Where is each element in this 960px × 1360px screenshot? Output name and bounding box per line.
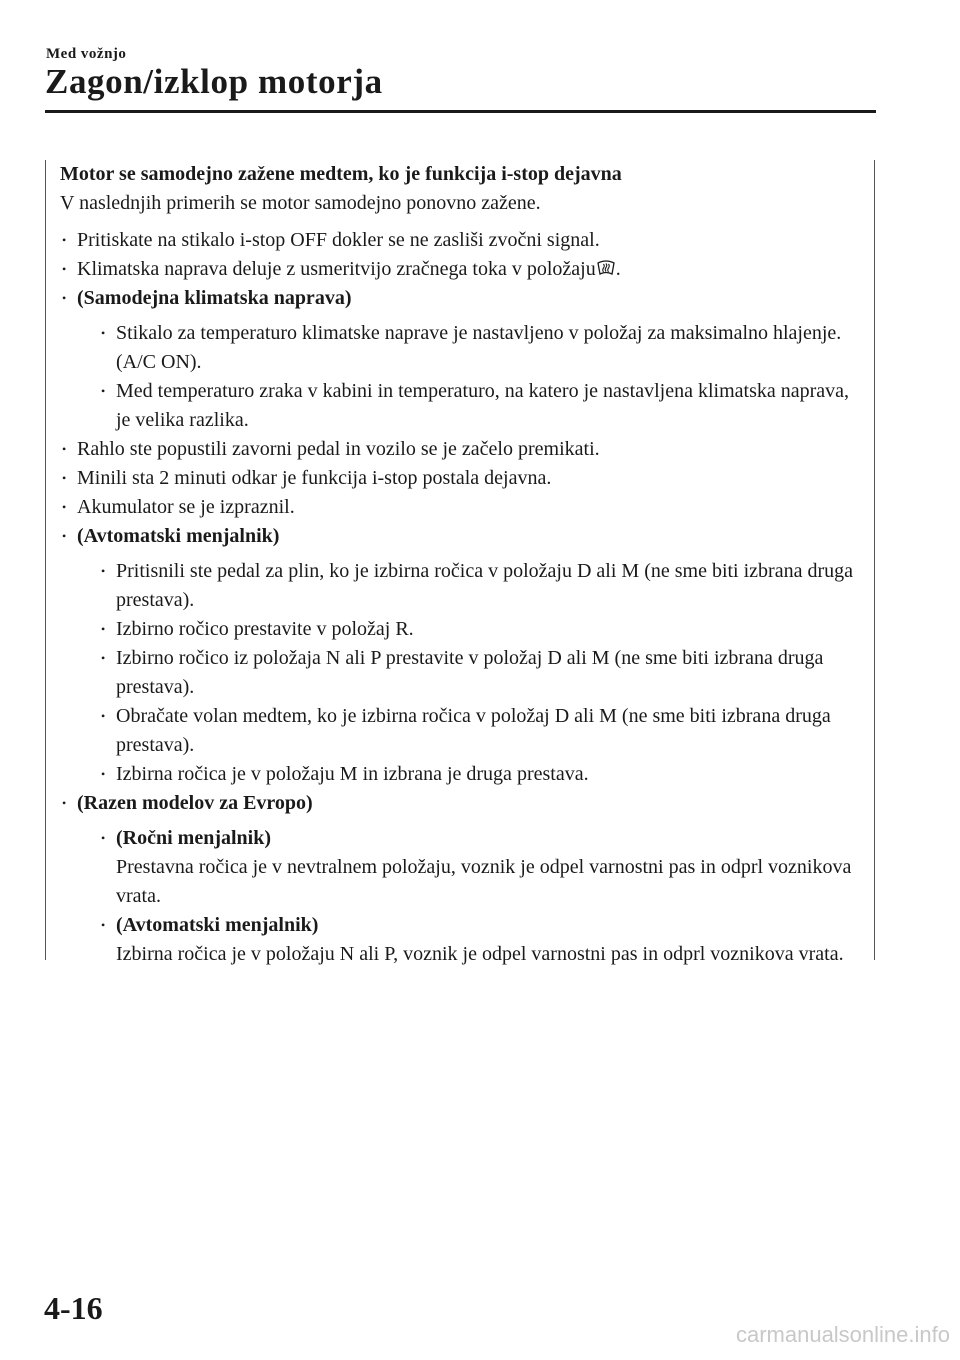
- sub-list: [77, 824, 860, 969]
- condition-list: [60, 226, 860, 969]
- sub-list-item: • Izbirno ročico iz položaja N ali P prestavite v položaj D ali M (ne sme biti izbrana druga prestava).: [99, 644, 860, 702]
- sub-list-item: • Med temperaturo zraka v kabini in temperaturo, na katero je nastavljena klimatska naprava, je velika razlika.: [99, 377, 860, 435]
- page-title: Zagon/izklop motorja: [45, 62, 383, 101]
- sub-list-item: • Izbirna ročica je v položaju M in izbrana je druga prestava.: [99, 760, 860, 789]
- content-box: [60, 160, 860, 969]
- sub-list: [77, 319, 860, 435]
- list-item: • Akumulator se je izpraznil.: [60, 493, 860, 522]
- right-border: [874, 160, 875, 960]
- page-number: 4-16: [44, 1290, 103, 1326]
- sub-list-item: • Stikalo za temperaturo klimatske naprave je nastavljeno v položaj za maksimalno hlajenje.(A/C ON).: [99, 319, 860, 377]
- list-item: • (Razen modelov za Evropo) • (Ročni menjalnik) Prestavna ročica je v nevtralnem položaju, voznik je odpel varnostni pas in odprl voznikova vrata. • (Avtomatski menjalnik) Izbirna ročica je v položaju N ali P, voznik je odpel varnostni pas in odprl voznikova vrata.: [60, 789, 860, 969]
- content-intro: V naslednjih primerih se motor samodejno ponovno zažene.: [60, 192, 541, 214]
- sub-list-item: • Pritisnili ste pedal za plin, ko je izbirna ročica v položaju D ali M (ne sme biti izbrana druga prestava).: [99, 557, 860, 615]
- sub-list-item: • Izbirno ročico prestavite v položaj R.: [99, 615, 860, 644]
- list-item: • Rahlo ste popustili zavorni pedal in vozilo se je začelo premikati.: [60, 435, 860, 464]
- list-item: • (Samodejna klimatska naprava) • Stikalo za temperaturo klimatske naprave je nastavljeno v položaj za maksimalno hlajenje.(A/C ON). • Med temperaturo zraka v kabini in temperaturo, na katero je nastavljena klimatska naprava, je velika razlika.: [60, 284, 860, 435]
- sub-list-item: • (Ročni menjalnik) Prestavna ročica je v nevtralnem položaju, voznik je odpel varnostni pas in odprl voznikova vrata.: [99, 824, 860, 911]
- list-item: • Pritiskate na stikalo i-stop OFF dokler se ne zasliši zvočni signal.: [60, 226, 860, 255]
- content-heading: Motor se samodejno zažene medtem, ko je funkcija i-stop dejavna: [60, 163, 622, 185]
- sub-list-item: • Obračate volan medtem, ko je izbirna ročica v položaj D ali M (ne sme biti izbrana druga prestava).: [99, 702, 860, 760]
- left-border: [45, 160, 46, 960]
- list-item: • Minili sta 2 minuti odkar je funkcija i-stop postala dejavna.: [60, 464, 860, 493]
- footer-watermark: carmanualsonline.info: [735, 1322, 950, 1347]
- title-rule: [45, 110, 876, 113]
- section-label: Med vožnjo: [46, 46, 127, 62]
- list-item: • Klimatska naprava deluje z usmeritvijo zračnega toka v položaju .: [60, 255, 860, 284]
- sub-list: [77, 557, 860, 789]
- windshield-defroster-icon: [596, 258, 616, 278]
- list-item: • (Avtomatski menjalnik) • Pritisnili ste pedal za plin, ko je izbirna ročica v položaju D ali M (ne sme biti izbrana druga prestava). • Izbirno ročico prestavite v položaj R. • Izbirno ročico iz položaja N ali P prestavite v položaj D ali M (ne sme biti izbrana druga prestava). • Obračate volan medtem, ko je izbirna ročica v položaj D ali M (ne sme biti izbrana druga prestava). • Izbirna ročica je v položaju M in izbrana je druga prestava.: [60, 522, 860, 789]
- sub-list-item: • (Avtomatski menjalnik) Izbirna ročica je v položaju N ali P, voznik je odpel varnostni pas in odprl voznikova vrata.: [99, 911, 860, 969]
